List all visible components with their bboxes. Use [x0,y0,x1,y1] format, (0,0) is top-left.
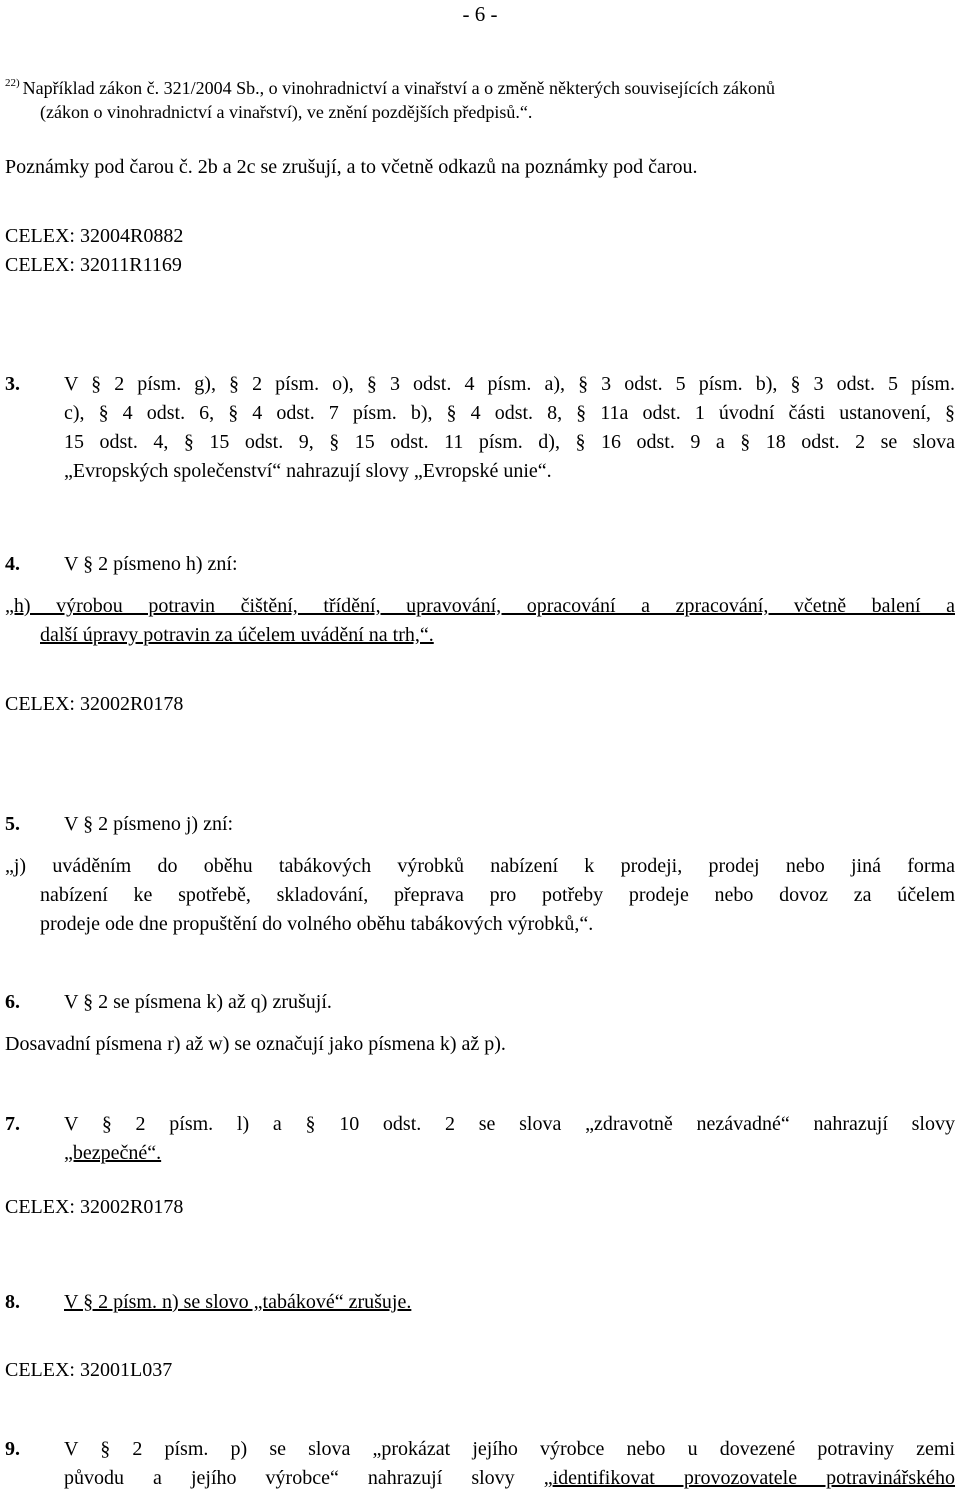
item-3-line-4: „Evropských společenství“ nahrazují slovy „Evropské unie“. [64,460,552,482]
item-number: 8. [5,1291,20,1313]
item-7-line-2: „bezpečné“. [64,1142,162,1164]
item-4-text: V § 2 písmeno h) zní: [64,553,238,575]
item-5-text: V § 2 písmeno j) zní: [64,813,234,835]
item-number: 9. [5,1438,20,1460]
item-7-line-1: V § 2 písm. l) a § 10 odst. 2 se slova „zdravotně nezávadné“ nahrazují slovy [64,1113,955,1135]
item-9-line-2 [64,1464,955,1493]
note-line: Poznámky pod čarou č. 2b a 2c se zrušují, a to včetně odkazů na poznámky pod čarou. [5,156,698,178]
quote-h-line-1: „h) výrobou potravin čištění, třídění, upravování, opracování a zpracování, včetně balení a [5,595,955,617]
celex-1a: CELEX: 32004R0882 [5,225,184,247]
amendment-item-4 [5,550,955,579]
celex-1b: CELEX: 32011R1169 [5,254,182,276]
item-number: 7. [5,1113,20,1135]
item-6-text: V § 2 se písmena k) až q) zrušují. [64,991,332,1013]
footnote-line-1 [5,71,955,100]
item-9-line-1: V § 2 písm. p) se slova „prokázat jejího výrobce nebo u dovezené potraviny zemi [64,1438,955,1460]
item-3-line-1: V § 2 písm. g), § 2 písm. o), § 3 odst. 4 písm. a), § 3 odst. 5 písm. b), § 3 odst. 5 písm. [64,373,955,395]
footnote-mark: 22) [5,77,20,89]
quote-j-line-3: prodeje ode dne propuštění do volného oběhu tabákových výrobků,“. [40,913,594,935]
footnote-text-1: Například zákon č. 321/2004 Sb., o vinohradnictví a vinařství a o změně některých souvisejících zákonů [22,78,775,98]
note-6: Dosavadní písmena r) až w) se označují jako písmena k) až p). [5,1033,506,1055]
celex-4: CELEX: 32001L037 [5,1359,173,1381]
item-number: 6. [5,991,20,1013]
item-3-line-2: c), § 4 odst. 6, § 4 odst. 7 písm. b), § 4 odst. 8, § 11a odst. 1 úvodní části ustanovení, § [64,402,955,424]
page-number: - 6 - [462,2,498,26]
quote-j-line-2: nabízení ke spotřebě, skladování, přeprava pro potřeby prodeje nebo dovoz za účelem [40,884,955,906]
quoted-text-j [5,852,955,939]
amendment-item-9 [5,1435,955,1493]
celex-2: CELEX: 32002R0178 [5,693,184,715]
footnote [5,71,955,124]
item-9-line-2b: identifikovat provozovatele potravinářského [552,1467,956,1489]
item-9-line-2a: původu a jejího výrobce“ nahrazují slovy „ [64,1467,553,1489]
amendment-item-8 [5,1288,955,1317]
amendment-item-7 [5,1110,955,1168]
amendment-item-5 [5,810,955,839]
item-number: 3. [5,373,20,395]
quote-j-line-1: „j) uváděním do oběhu tabákových výrobků nabízení k prodeji, prodej nebo jiná forma [5,855,955,877]
celex-3: CELEX: 32002R0178 [5,1196,184,1218]
item-number: 4. [5,553,20,575]
item-number: 5. [5,813,20,835]
item-3-line-3: 15 odst. 4, § 15 odst. 9, § 15 odst. 11 písm. d), § 16 odst. 9 a § 18 odst. 2 se slova [64,431,955,453]
footnote-line-2: (zákon o vinohradnictví a vinařství), ve znění pozdějších předpisů.“. [40,102,533,122]
amendment-item-3 [5,370,955,486]
amendment-item-6 [5,988,955,1017]
item-8-text: V § 2 písm. n) se slovo „tabákové“ zrušuje. [64,1291,412,1313]
quoted-text-h [5,592,955,650]
quote-h-line-2: další úpravy potravin za účelem uvádění na trh,“. [40,624,434,646]
